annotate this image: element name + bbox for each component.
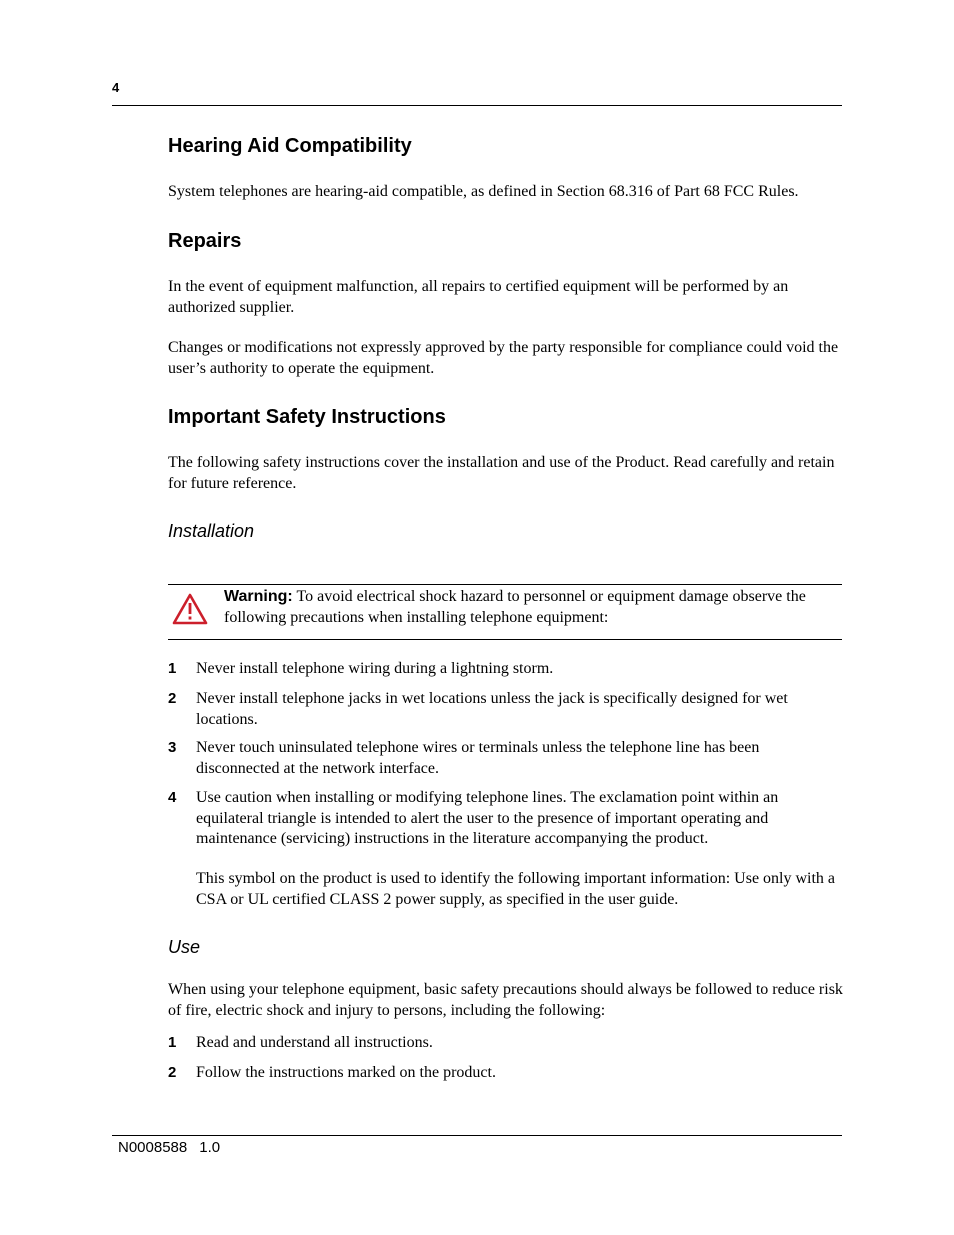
safety-intro-text: The following safety instructions cover the installation and use of the Product. Read carefully and retain for future reference. bbox=[168, 454, 835, 492]
warning-bottom-rule bbox=[168, 639, 842, 640]
use-item-1-text: Read and understand all instructions. bbox=[196, 1034, 433, 1051]
use-item-2-number: 2 bbox=[168, 1064, 177, 1081]
warning-top-rule bbox=[168, 584, 842, 585]
document-number: N0008588 bbox=[118, 1139, 188, 1156]
hearing-aid-text: System telephones are hearing-aid compatible, as defined in Section 68.316 of Part 68 FCC Rules. bbox=[168, 183, 799, 200]
warning-triangle-icon bbox=[172, 592, 208, 626]
install-item-1-number: 1 bbox=[168, 660, 177, 677]
install-item-3-number: 3 bbox=[168, 739, 177, 756]
install-item-1-text: Never install telephone wiring during a lightning storm. bbox=[196, 660, 554, 677]
use-intro-text: When using your telephone equipment, basic safety precautions should always be followed to reduce risk of fire, electric shock and injury to persons, including the following: bbox=[168, 981, 843, 1019]
use-item-2-text: Follow the instructions marked on the product. bbox=[196, 1064, 496, 1081]
repairs-paragraph-1: In the event of equipment malfunction, all repairs to certified equipment will be performed by an authorized supplier. bbox=[168, 278, 789, 316]
repairs-paragraph-2: Changes or modifications not expressly approved by the party responsible for compliance could void the user’s authority to operate the equipment. bbox=[168, 339, 839, 377]
install-item-3-text: Never touch uninsulated telephone wires or terminals unless the telephone line has been disconnected at the network interface. bbox=[196, 739, 760, 777]
install-item-2-number: 2 bbox=[168, 690, 177, 707]
install-item-2-text: Never install telephone jacks in wet locations unless the jack is specifically designed for wet locations. bbox=[196, 690, 788, 728]
install-item-4-note: This symbol on the product is used to identify the following important information: Use only with a CSA or UL certified CLASS 2 power supply, as specified in the user guide. bbox=[196, 870, 836, 908]
heading-hearing-aid: Hearing Aid Compatibility bbox=[168, 135, 412, 157]
warning-text: To avoid electrical shock hazard to personnel or equipment damage observe the following precautions when installing telephone equipment: bbox=[224, 588, 806, 626]
install-item-4-number: 4 bbox=[168, 789, 177, 806]
footer bbox=[118, 1139, 220, 1156]
heading-repairs: Repairs bbox=[168, 230, 242, 252]
footer-rule bbox=[112, 1135, 842, 1136]
subheading-use: Use bbox=[168, 937, 201, 957]
use-item-1-number: 1 bbox=[168, 1034, 177, 1051]
document-version: 1.0 bbox=[199, 1139, 221, 1156]
header-rule bbox=[112, 105, 842, 106]
warning-label: Warning: bbox=[224, 588, 293, 605]
heading-safety-instructions: Important Safety Instructions bbox=[168, 406, 446, 428]
subheading-installation: Installation bbox=[168, 521, 255, 541]
install-item-4-text: Use caution when installing or modifying telephone lines. The exclamation point within an equilateral triangle is intended to alert the user to the presence of important operating and maintenance (servicing) instructions in the literature accompanying the product. bbox=[196, 789, 779, 847]
page-number: 4 bbox=[112, 80, 120, 95]
warning-message bbox=[224, 587, 844, 628]
